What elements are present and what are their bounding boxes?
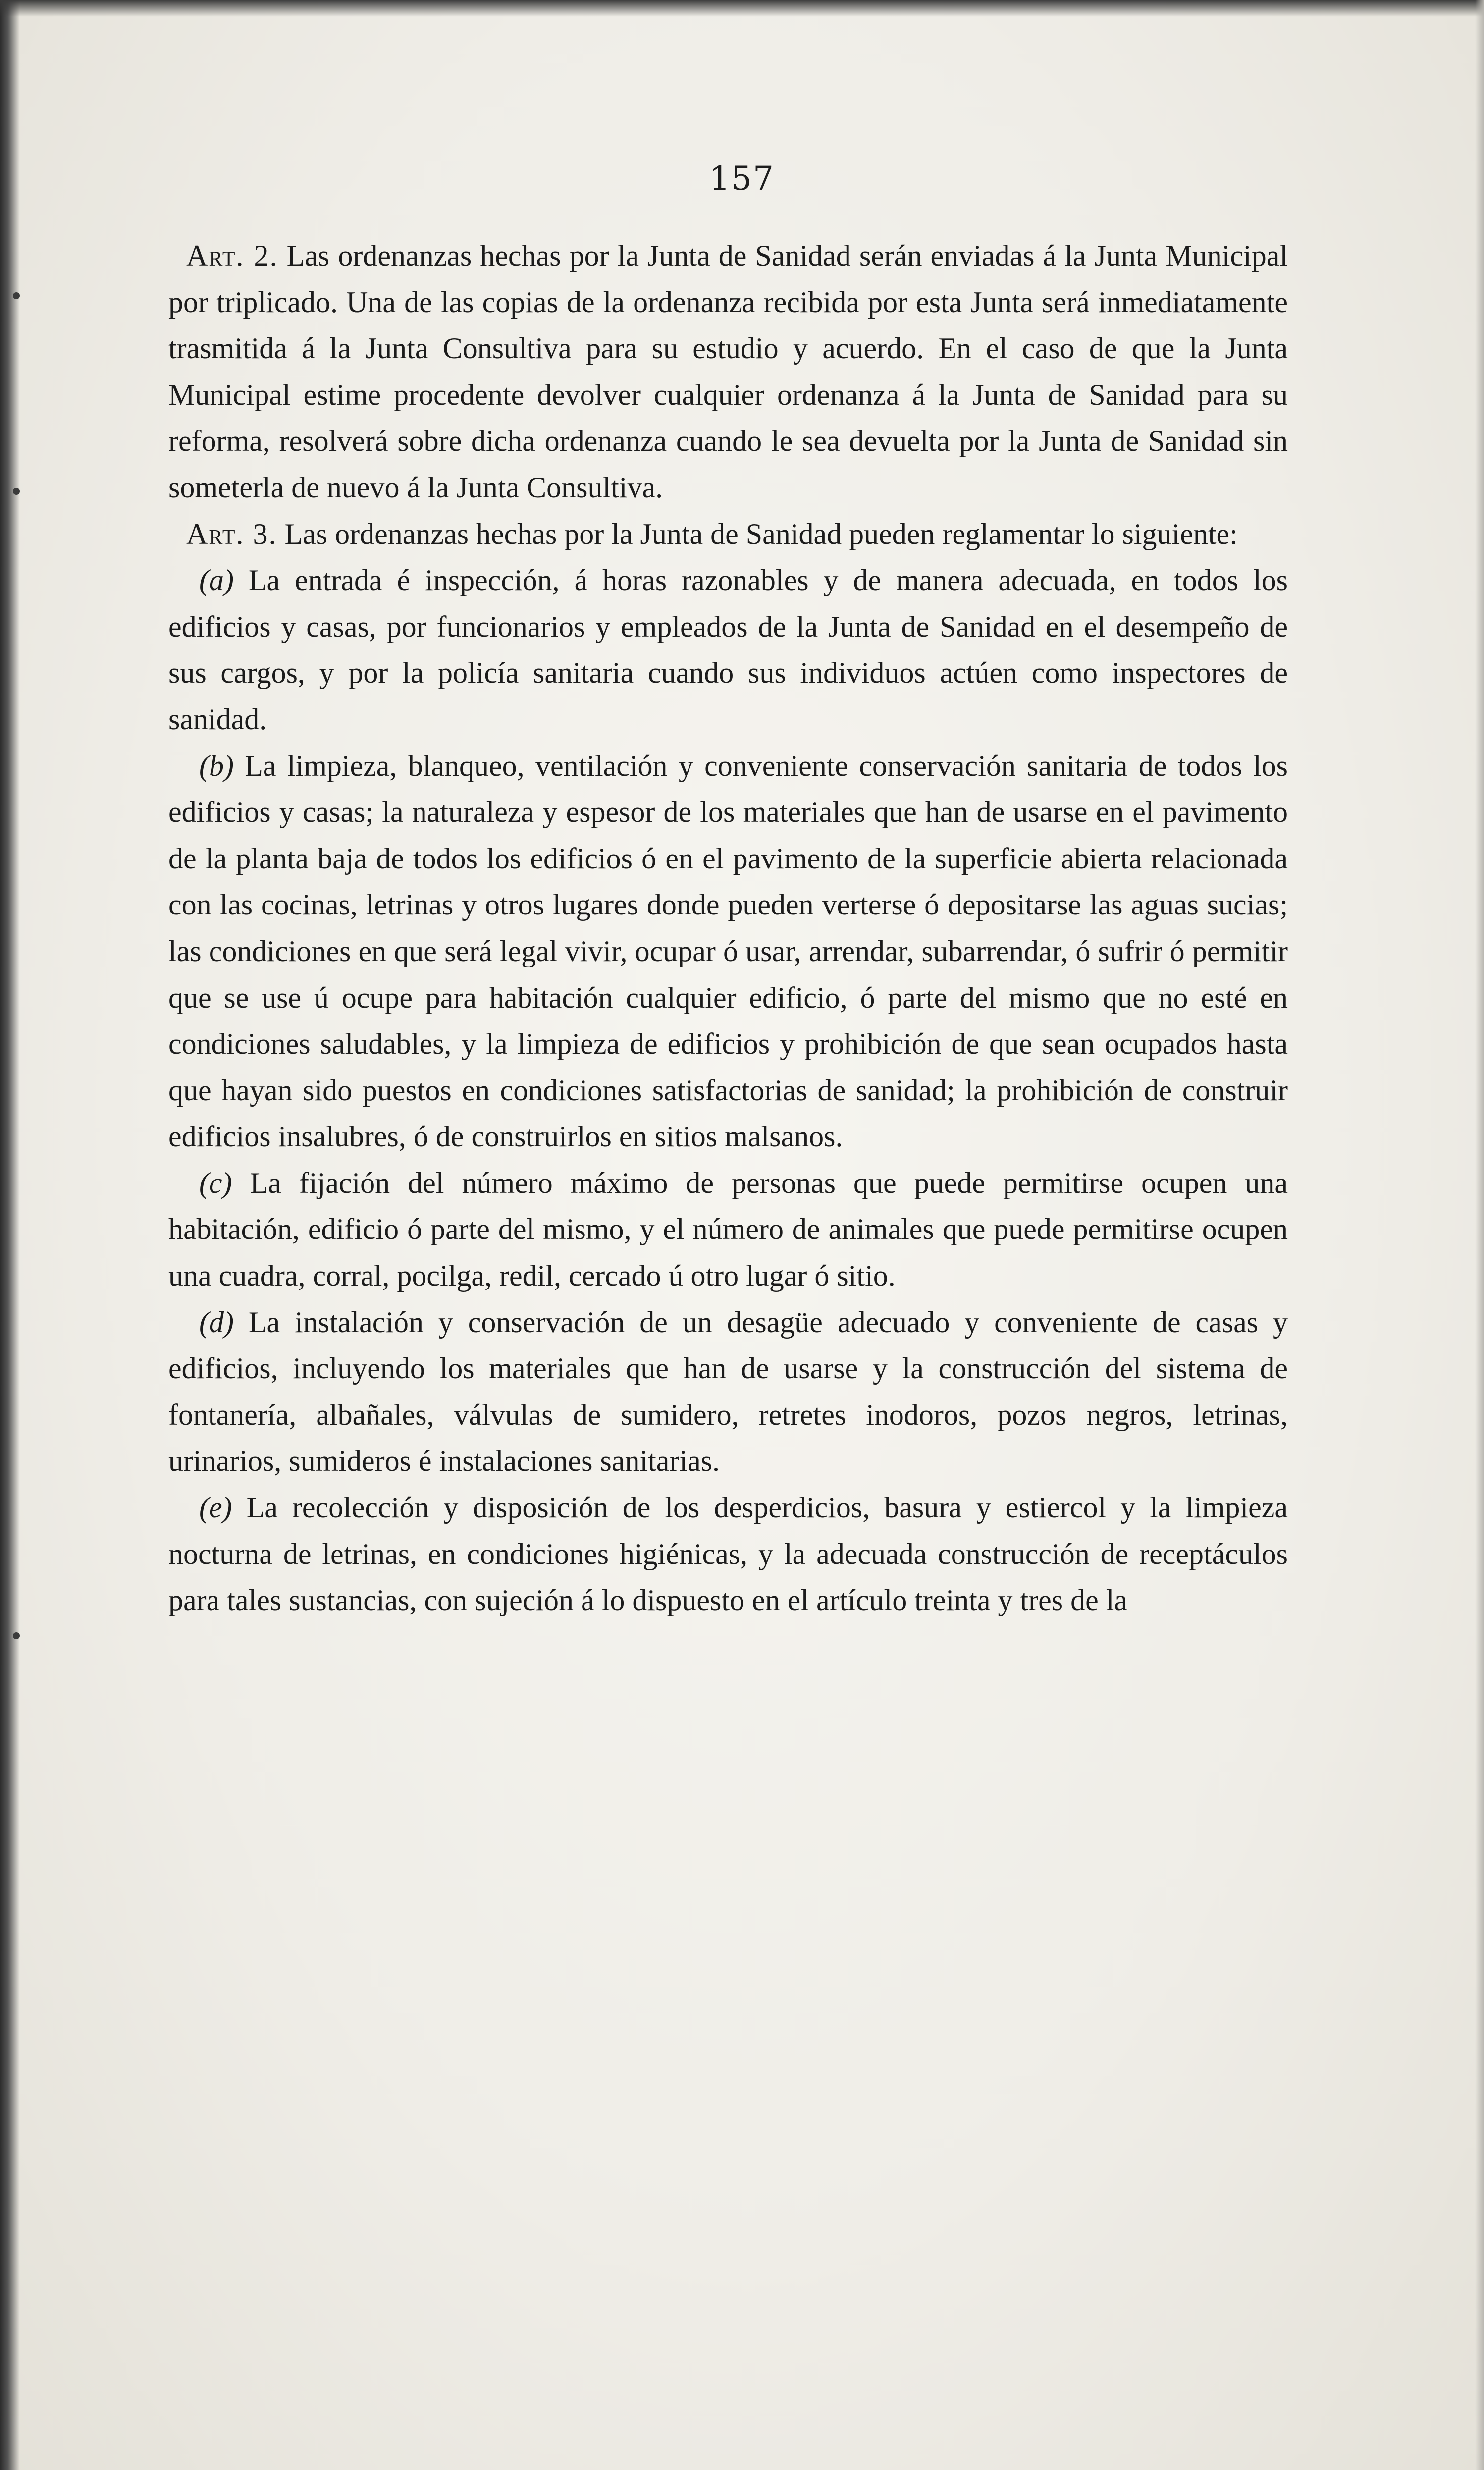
binding-hole-mark [13,292,20,299]
item-label: (c) [199,1166,232,1199]
paragraph-text: Las ordenanzas hechas por la Junta de Sanidad pueden reglamentar lo siguiente: [277,517,1238,550]
paragraph-item-b [168,743,1288,1160]
item-label: (e) [199,1491,232,1524]
binding-hole-mark [13,488,20,495]
paragraph-text: Las ordenanzas hechas por la Junta de Sanidad serán enviadas á la Junta Municipal por triplicado. Una de las copias de la ordenanza recibida por esta Junta será inmediatamente trasmitida á la Junta Consultiva para su estudio y acuerdo. En el caso de que la Junta Municipal estime procedente devolver cualquier ordenanza á la Junta de Sanidad para su reforma, resolverá sobre dicha ordenanza cuando le sea devuelta por la Junta de Sanidad sin someterla de nuevo á la Junta Consultiva. [168,239,1288,504]
paragraph-text: La fijación del número máximo de personas que puede permitirse ocupen una habitación, edificio ó parte del mismo, y el número de animales que puede permitirse ocupen una cuadra, corral, pocilga, redil, cercado ú otro lugar ó sitio. [168,1166,1288,1292]
paragraph-text: La entrada é inspección, á horas razonables y de manera adecuada, en todos los edificios y casas, por funcionarios y empleados de la Junta de Sanidad en el desempeño de sus cargos, y por la policía sanitaria cuando sus individuos actúen como inspectores de sanidad. [168,564,1288,736]
item-label: (a) [199,564,234,597]
article-label: Art. 2. [186,239,278,272]
page-number: 157 [709,160,775,198]
paragraph-item-a [168,557,1288,743]
paragraph-text: La recolección y disposición de los desperdicios, basura y estiercol y la limpieza nocturna de letrinas, en condiciones higiénicas, y la adecuada construcción de receptáculos para tales sustancias, con sujeción á lo dispuesto en el artículo treinta y tres de la [168,1491,1288,1617]
item-label: (b) [199,749,234,782]
page-top-edge-shadow [0,0,1484,17]
page-left-edge-shadow [0,0,20,2470]
body-text [168,233,1288,1624]
article-label: Art. 3. [186,517,277,550]
paragraph-art-2 [168,233,1288,511]
paragraph-art-3 [168,511,1288,558]
paragraph-item-d [168,1299,1288,1485]
page-right-edge-shadow [1475,0,1484,2470]
binding-hole-mark [13,1632,20,1639]
item-label: (d) [199,1305,234,1339]
paragraph-item-e [168,1485,1288,1624]
paragraph-item-c [168,1160,1288,1299]
paragraph-text: La limpieza, blanqueo, ventilación y conveniente conservación sanitaria de todos los edificios y casas; la naturaleza y espesor de los materiales que han de usarse en el pavimento de la planta baja de todos los edificios ó en el pavimento de la superficie abierta relacionada con las cocinas, letrinas y otros lugares donde pueden verterse ó depositarse las aguas sucias; las condiciones en que será legal vivir, ocupar ó usar, arrendar, subarrendar, ó sufrir ó permitir que se use ú ocupe para habitación cualquier edificio, ó parte del mismo que no esté en condiciones saludables, y la limpieza de edificios y prohibición de que sean ocupados hasta que hayan sido puestos en condiciones satisfactorias de sanidad; la prohibición de construir edificios insalubres, ó de construirlos en sitios malsanos. [168,749,1288,1153]
paragraph-text: La instalación y conservación de un desagüe adecuado y conveniente de casas y edificios, incluyendo los materiales que han de usarse y la construcción del sistema de fontanería, albañales, válvulas de sumidero, retretes inodoros, pozos negros, letrinas, urinarios, sumideros é instalaciones sanitarias. [168,1305,1288,1478]
